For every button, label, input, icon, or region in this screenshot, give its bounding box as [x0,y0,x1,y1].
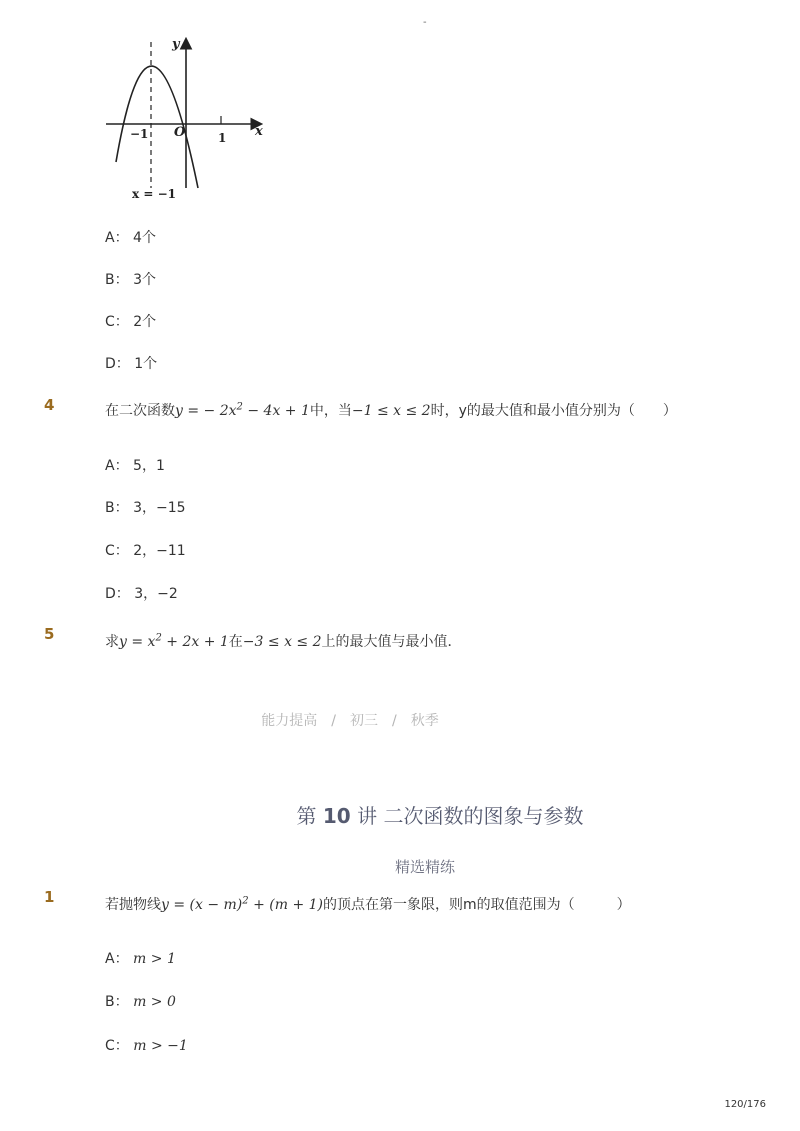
q4-text-pre: 在二次函数 [105,403,175,419]
q3-option-a[interactable] [105,227,156,247]
question-number-1: 1 [44,888,55,906]
question-1-text [105,894,631,914]
lecture-prefix: 第 [296,804,323,828]
option-text: 2，−11 [133,543,186,559]
option-text: m > 1 [133,951,176,967]
q4-formula-sup: 2 [236,401,243,413]
q4-text-mid: 中，当 [309,403,352,419]
option-text: 3，−15 [133,500,186,516]
q1-formula-sup: 2 [242,895,249,907]
question-5-text [105,631,462,651]
page-number: 120/176 [724,1099,766,1110]
q1-option-c[interactable] [105,1035,188,1055]
q1-option-b[interactable] [105,991,176,1011]
option-text: 1个 [134,356,158,372]
q3-option-b[interactable] [105,269,156,289]
q1-formula [161,897,323,913]
symmetry-label: x = −1 [132,187,176,201]
lecture-number: 10 [322,804,351,828]
q3-option-d[interactable] [105,353,157,373]
option-letter: D： [105,356,130,372]
option-text: 4个 [133,230,156,246]
q5-formula-b: + 2x + 1 [161,634,229,650]
option-letter: B： [105,994,129,1010]
option-letter: B： [105,272,129,288]
parabola-graph [100,30,270,205]
q4-option-b[interactable] [105,497,186,517]
question-number-5: 5 [44,625,55,643]
option-letter: C： [105,314,129,330]
option-text: 3个 [133,272,156,288]
option-text: 2个 [133,314,157,330]
q1-text-post: 的顶点在第一象限，则m的取值范围为（ ） [323,897,631,913]
lecture-title [0,800,800,829]
tick-label-1: 1 [218,131,227,145]
y-axis-label: y [172,37,180,52]
q4-formula-b: − 4x + 1 [242,403,310,419]
option-letter: D： [105,586,130,602]
q3-option-c[interactable] [105,311,156,331]
q5-text-pre: 求 [105,634,119,650]
x-axis-label: x [255,124,263,139]
q4-formula [175,403,310,419]
top-mark: - [423,17,427,28]
option-text: 5，1 [133,458,165,474]
option-letter: A： [105,951,129,967]
q4-formula-a: y = − 2x [175,403,237,419]
option-text: m > 0 [133,994,176,1010]
q5-text-post: 上的最大值与最小值． [321,634,462,650]
q5-range: −3 ≤ x ≤ 2 [242,634,322,650]
q4-option-c[interactable] [105,540,186,560]
q4-option-a[interactable] [105,455,165,475]
q1-formula-a: y = (x − m) [161,897,243,913]
q5-formula [119,634,229,650]
q4-text-post: 时，y的最大值和最小值分别为（ ） [430,403,677,419]
option-letter: A： [105,458,129,474]
origin-label: O [174,125,186,140]
q1-formula-b: + (m + 1) [248,897,324,913]
option-letter: A： [105,230,129,246]
q1-option-a[interactable] [105,948,176,968]
q4-option-d[interactable] [105,583,178,603]
tick-label-neg1: −1 [130,127,149,141]
q5-text-mid: 在 [228,634,243,650]
section-title: 精选精练 [394,858,455,876]
option-letter: C： [105,543,129,559]
option-text: m > −1 [133,1038,188,1054]
breadcrumb: 能力提高 / 初三 / 秋季 [261,713,439,729]
question-4-text [105,400,677,420]
q5-formula-a: y = x [119,634,156,650]
q5-formula-sup: 2 [155,632,162,644]
lecture-suffix: 讲 二次函数的图象与参数 [350,804,584,828]
q1-text-pre: 若抛物线 [105,897,161,913]
option-letter: B： [105,500,129,516]
option-text: 3，−2 [134,586,178,602]
question-number-4: 4 [44,396,55,414]
option-letter: C： [105,1038,129,1054]
q4-range: −1 ≤ x ≤ 2 [351,403,431,419]
